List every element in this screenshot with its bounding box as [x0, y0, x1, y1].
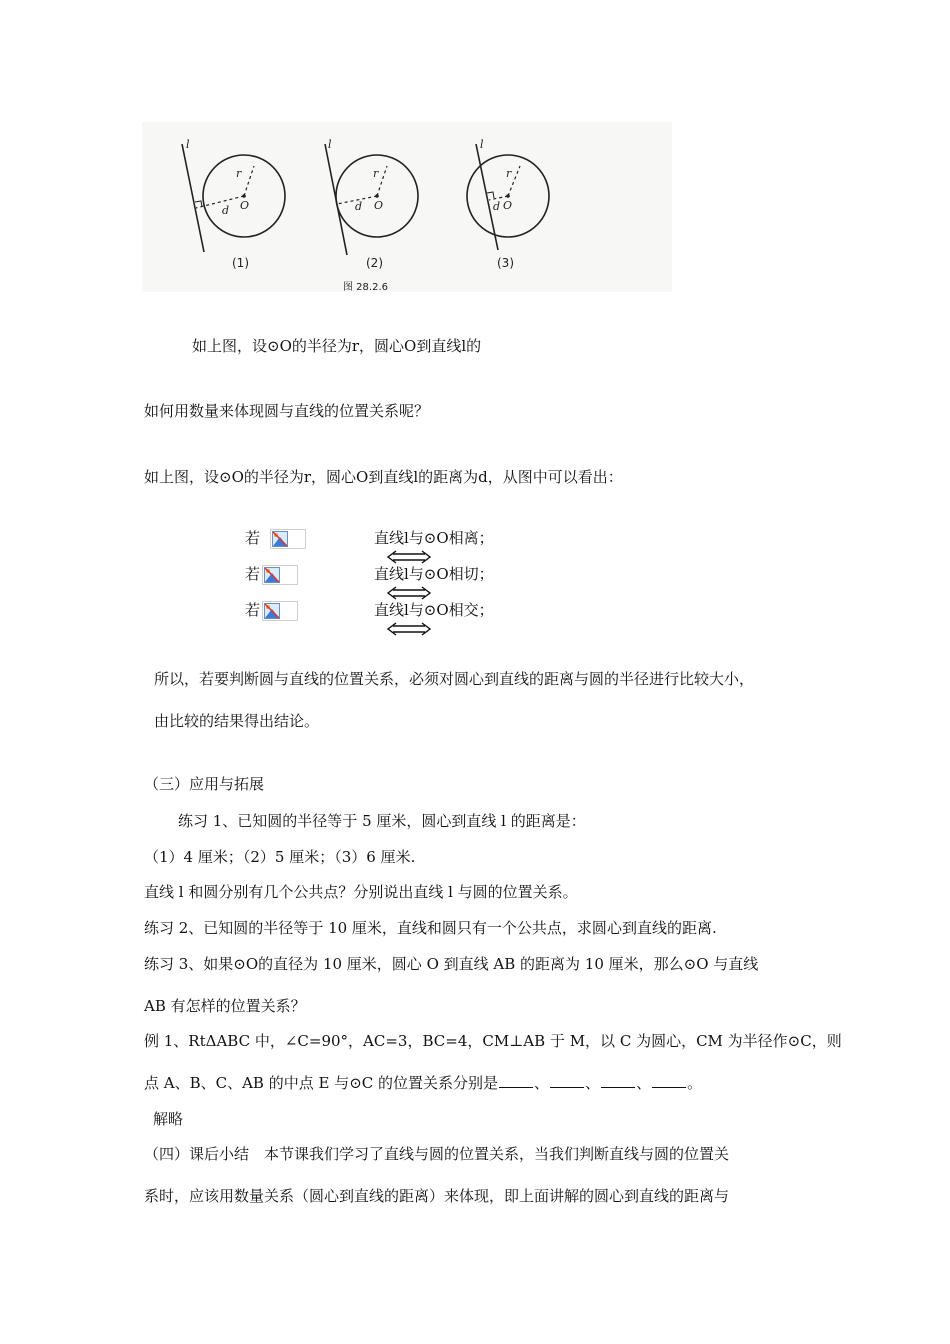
symbol-d-1: d: [222, 204, 230, 217]
symbol-l-3: l: [480, 138, 484, 151]
relation-result: 直线l与⊙O相交；: [374, 601, 494, 619]
answer-blank: [601, 1086, 635, 1088]
conclusion-line-1: 所以，若要判断圆与直线的位置关系，必须对圆心到直线的距离与圆的半径进行比较大小，: [154, 670, 755, 688]
answer-blank: [652, 1086, 686, 1088]
section-4-line-1: （四）课后小结 本节课我们学习了直线与圆的位置关系，当我们判断直线与圆的位置关: [144, 1145, 730, 1163]
answer-blank: [499, 1086, 533, 1088]
figure-label-3: (3): [497, 256, 514, 270]
symbol-r-1: r: [236, 167, 242, 180]
paragraph-question: 如何用数量来体现圆与直线的位置关系呢？: [144, 402, 430, 420]
figure-label-2: (2): [366, 256, 383, 270]
exercise-1-title: 练习 1、已知圆的半径等于 5 厘米，圆心到直线 l 的距离是：: [178, 812, 586, 830]
double-arrow-icon: [386, 586, 432, 600]
exercise-2: 练习 2、已知圆的半径等于 10 厘米，直线和圆只有一个公共点，求圆心到直线的距离.: [144, 919, 717, 937]
symbol-o-1: O: [240, 199, 250, 212]
line-l-2: [325, 144, 347, 255]
relation-result: 直线l与⊙O相切；: [374, 565, 494, 583]
symbol-o-2: O: [374, 199, 384, 212]
exercise-3-line-2: AB 有怎样的位置关系？: [144, 997, 306, 1015]
double-arrow-icon: [386, 550, 432, 564]
section-4-line-2: 系时，应该用数量关系（圆心到直线的距离）来体现，即上面讲解的圆心到直线的距离与: [144, 1187, 730, 1205]
line-l-1: [182, 144, 204, 252]
broken-image-icon: [264, 603, 280, 619]
figure-line-circle-positions: [142, 122, 672, 292]
answer-blank: [550, 1086, 584, 1088]
figure-caption: 图 28.2.6: [343, 282, 388, 293]
relation-result: 直线l与⊙O相离；: [374, 529, 494, 547]
paragraph-intro: 如上图，设⊙O的半径为r，圆心O到直线l的: [192, 337, 482, 355]
symbol-o-3: O: [503, 199, 513, 212]
paragraph-setup: 如上图，设⊙O的半径为r，圆心O到直线l的距离为d，从图中可以看出：: [144, 468, 623, 486]
solution-note: 解略: [153, 1110, 184, 1128]
example-1-text: 点 A、B、C、AB 的中点 E 与⊙C 的位置关系分别是: [144, 1074, 499, 1092]
symbol-l-2: l: [328, 138, 332, 151]
image-placeholder: [262, 565, 298, 585]
example-1-line-2: [144, 1072, 702, 1093]
figure-drawing: [142, 122, 672, 292]
symbol-l-1: l: [186, 138, 190, 151]
relation-prefix: 若: [245, 529, 261, 547]
exercise-1-question: 直线 l 和圆分别有几个公共点？分别说出直线 l 与圆的位置关系。: [144, 883, 578, 901]
broken-image-icon: [264, 567, 280, 583]
exercise-3-line-1: 练习 3、如果⊙O的直径为 10 厘米，圆心 O 到直线 AB 的距离为 10 厘米，那么⊙O 与直线: [144, 955, 759, 973]
relation-prefix: 若: [245, 601, 261, 619]
image-placeholder: [262, 601, 298, 621]
example-1-line-1: 例 1、RtΔABC 中，∠C=90°，AC=3，BC=4，CM⊥AB 于 M，以 C 为圆心，CM 为半径作⊙C，则: [144, 1032, 842, 1050]
symbol-d-2: d: [355, 200, 363, 213]
separator: 、: [534, 1074, 550, 1092]
figure-label-1: (1): [232, 256, 249, 270]
symbol-d-3: d: [493, 200, 501, 213]
relation-prefix: 若: [245, 565, 261, 583]
double-arrow-icon: [386, 622, 432, 636]
image-placeholder: [270, 529, 306, 549]
separator: 、: [585, 1074, 601, 1092]
symbol-r-3: r: [506, 167, 512, 180]
symbol-r-2: r: [373, 167, 379, 180]
section-3-heading: （三）应用与拓展: [144, 775, 265, 793]
conclusion-line-2: 由比较的结果得出结论。: [154, 712, 320, 730]
broken-image-icon: [272, 531, 288, 547]
separator: 、: [636, 1074, 652, 1092]
exercise-1-items: （1）4 厘米；（2）5 厘米；（3）6 厘米.: [144, 848, 416, 866]
period: 。: [687, 1074, 703, 1092]
